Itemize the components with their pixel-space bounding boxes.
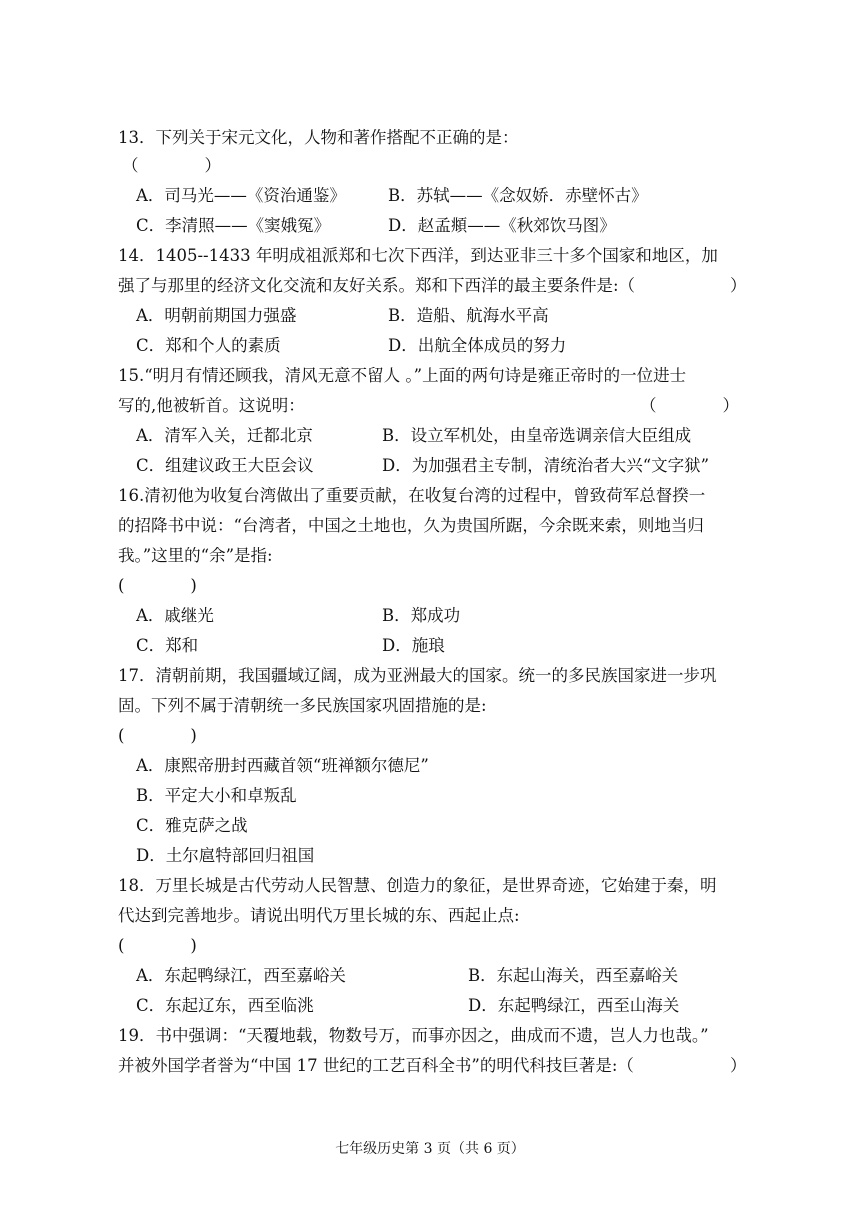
question-17-option-c: C．雅克萨之战	[136, 816, 248, 835]
question-13-option-b: B．苏轼——《念奴娇．赤壁怀古》	[388, 186, 648, 205]
page-footer: 七年级历史第 3 页（共 6 页）	[335, 1141, 525, 1157]
question-13-option-d: D．赵孟頫——《秋郊饮马图》	[388, 216, 616, 235]
question-13-option-c: C．李清照——《窦娥冤》	[136, 216, 331, 235]
question-18-line-2: 代达到完善地步。请说出明代万里长城的东、西起止点:	[118, 906, 520, 925]
question-19-answer-paren: ）	[730, 1056, 747, 1075]
question-17-line-2: 固。下列不属于清朝统一多民族国家巩固措施的是:	[118, 696, 487, 715]
question-14-option-a: A．明朝前期国力强盛	[136, 306, 297, 325]
question-16-option-a: A．戚继光	[136, 606, 214, 625]
question-14-answer-paren: ）	[730, 276, 747, 295]
question-17-option-d: D．土尔扈特部回归祖国	[136, 846, 315, 865]
question-16-line-1: 16.清初他为收复台湾做出了重要贡献，在收复台湾的过程中，曾致荷军总督揆一	[118, 486, 706, 505]
question-16-line-2: 的招降书中说：“台湾者，中国之土地也，久为贵国所踞，今余既来索，则地当归	[118, 516, 704, 535]
question-14-option-c: C．郑和个人的素质	[136, 336, 281, 355]
question-13-answer-paren: （ ）	[122, 156, 221, 175]
question-15-option-b: B．设立军机处，由皇帝选调亲信大臣组成	[382, 426, 692, 445]
question-15-option-a: A．清军入关，迁都北京	[136, 426, 313, 445]
question-15-line-1: 15.“明月有情还顾我，清风无意不留人 。”上面的两句诗是雍正帝时的一位进士	[118, 366, 687, 385]
question-19-line-1: 19．书中强调：“天覆地载，物数号万，而事亦因之，曲成而不遗，岂人力也哉。”	[118, 1026, 709, 1045]
question-16-line-3: 我。”这里的“余”是指:	[118, 546, 273, 565]
question-18-option-b: B．东起山海关，西至嘉峪关	[468, 966, 679, 985]
question-18-line-1: 18．万里长城是古代劳动人民智慧、创造力的象征，是世界奇迹，它始建于秦，明	[118, 876, 717, 895]
question-15-option-d: D．为加强君主专制，清统治者大兴“文字狱”	[382, 456, 710, 475]
question-13-option-a: A．司马光——《资治通鉴》	[136, 186, 346, 205]
question-18-option-a: A．东起鸭绿江，西至嘉峪关	[136, 966, 346, 985]
question-17-option-a: A．康熙帝册封西藏首领“班禅额尔德尼”	[136, 756, 429, 775]
question-18-option-c: C．东起辽东，西至临洮	[136, 996, 314, 1015]
question-13-text: 13．下列关于宋元文化，人物和著作搭配不正确的是：	[118, 128, 519, 147]
question-17-option-b: B．平定大小和卓叛乱	[136, 786, 297, 805]
question-15-option-c: C．组建议政王大臣会议	[136, 456, 314, 475]
question-18-answer-paren: ( )	[118, 936, 197, 955]
question-17-line-1: 17．清朝前期，我国疆域辽阔，成为亚洲最大的国家。统一的多民族国家进一步巩	[118, 666, 717, 685]
question-15-answer-paren: （ ）	[640, 396, 739, 415]
question-14-line-1: 14．1405--1433 年明成祖派郑和七次下西洋，到达亚非三十多个国家和地区，加	[118, 246, 718, 265]
question-18-option-d: D．东起鸭绿江，西至山海关	[468, 996, 680, 1015]
question-14-option-b: B．造船、航海水平高	[388, 306, 549, 325]
question-14-line-2: 强了与那里的经济文化交流和友好关系。郑和下西洋的最主要条件是:（	[118, 276, 636, 295]
question-16-answer-paren: ( )	[118, 576, 197, 595]
question-19-line-2: 并被外国学者誉为“中国 17 世纪的工艺百科全书”的明代科技巨著是:（	[118, 1056, 634, 1075]
question-16-option-b: B．郑成功	[382, 606, 461, 625]
question-14-option-d: D．出航全体成员的努力	[388, 336, 567, 355]
question-16-option-c: C．郑和	[136, 636, 199, 655]
question-15-line-2: 写的,他被斩首。这说明：	[118, 396, 305, 415]
question-17-answer-paren: ( )	[118, 726, 197, 745]
question-16-option-d: D．施琅	[382, 636, 445, 655]
